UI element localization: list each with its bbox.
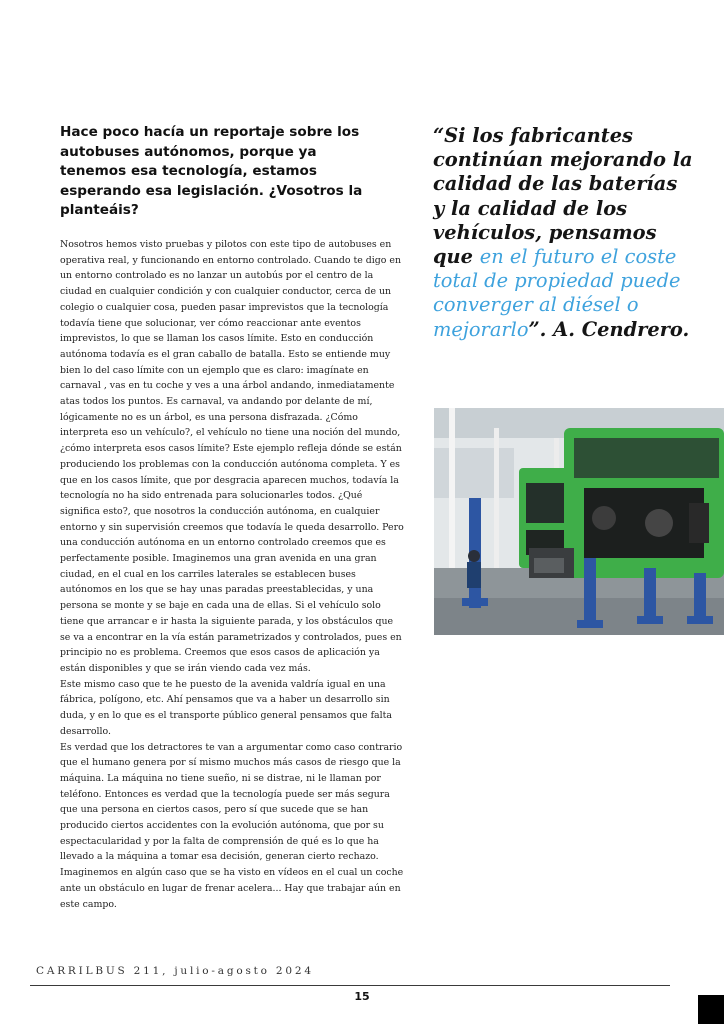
article-body	[60, 237, 405, 912]
corner-tab	[698, 995, 724, 1024]
pull-quote	[433, 124, 695, 342]
bus-workshop-photo	[434, 408, 724, 635]
footer-divider	[30, 985, 670, 986]
page-number: 15	[354, 990, 370, 1003]
interview-question: Hace poco hacía un reportaje sobre los autobuses autónomos, porque ya tenemos esa tecnología, estamos esperando esa legislación. ¿Vosotros la planteáis?	[60, 124, 363, 218]
footer-magazine-issue: CARRILBUS 211, julio-agosto 2024	[36, 965, 314, 977]
pull-quote-highlight: en el futuro el coste total de propiedad puede converger al diésel o mejorarlo	[433, 245, 681, 341]
body-paragraph: Nosotros hemos visto pruebas y pilotos con este tipo de autobuses en operativa real, y funcionando en entorno controlado. Cuando te digo en un entorno controlado es no lanzar un autobús por el centro de la ciudad en cualquier condición y con cualquier conductor, cerca de un colegio o cualquier cosa, pueden pasar imprevistos que la tecnología todavía tiene que solucionar, ver cómo reaccionar ante eventos imprevistos, lo que se llaman los casos límite. Esto en conducción autónoma todavía es el gran caballo de batalla. Esto se entiende muy bien lo del caso límite con un ejemplo que es claro: imagínate en carnaval , vas en tu coche y ves a una árbol andando, inmediatamente atas todos los puntos. Es carnaval, va andando por delante de mí, lógicamente no es un árbol, es una persona disfrazada. ¿Cómo interpreta eso un vehículo?, el vehículo no tiene una noción del mundo, ¿cómo interpreta esos casos límite? Este ejemplo refleja dónde se están produciendo los problemas con la conducción autónoma completa. Y es que en los casos límite, que por desgracia aparecen muchos, todavía la tecnología no ha sido entrenada para solucionarles todos. ¿Qué significa esto?, que nosotros la conducción autónoma, en cualquier entorno y sin supervisión creemos que todavía le queda desarrollo. Pero una conducción autónoma en un entorno controlado creemos que es perfectamente posible. Imaginemos una gran avenida en una gran ciudad, en el cual en los carriles laterales se establecen buses autónomos en los que se hay unas paradas preestablecidas, y una persona se monte y se baje en cada una de ellas. Si el vehículo solo tiene que arrancar e ir hasta la siguiente parada, y los obstáculos que se va a encontrar en la vía están parametrizados y controlados, pues en principio no es problema. Creemos que esos casos de aplicación ya están disponibles y que se irán viendo cada vez más.	[60, 239, 404, 674]
body-paragraph: Este mismo caso que te he puesto de la avenida valdría igual en una fábrica, polígono, etc. Ahí pensamos que va a haber un desarrollo sin duda, y en lo que es el transporte público general pensamos que falta desarrollo.	[60, 678, 392, 737]
pull-quote-start: “Si los fabricantes continúan mejorando la calidad de las baterías y la calidad de los vehículos, pensamos que	[433, 124, 693, 269]
pull-quote-end: ”. A. Cendrero.	[528, 317, 690, 341]
body-paragraph: Es verdad que los detractores te van a argumentar como caso contrario que el humano genera por sí mismo muchos más casos de riesgo que la máquina. La máquina no tiene sueño, ni se distrae, ni le llaman por teléfono. Entonces es verdad que la tecnología puede ser más segura que una persona en ciertos casos, pero sí que sucede que se han producido ciertos accidentes con la evolución autónoma, que por su espectacularidad y por la falta de comprensión de qué es lo que ha llevado a la máquina a tomar esa decisión, generan cierto rechazo. Imaginemos en algún caso que se ha visto en vídeos en el cual un coche ante un obstáculo en lugar de frenar acelera... Hay que trabajar aún en este campo.	[60, 741, 404, 910]
